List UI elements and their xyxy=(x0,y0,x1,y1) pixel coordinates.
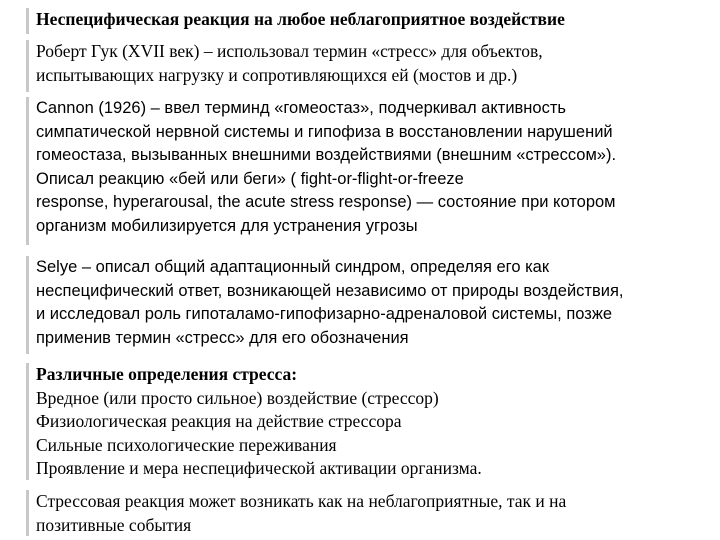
hooke-paragraph xyxy=(26,40,712,92)
cannon-line: Описал реакцию «бей или беги» ( fight-or-flight-or-freeze xyxy=(36,169,464,188)
slide-heading: Неспецифическая реакция на любое неблагоприятное воздействие xyxy=(36,9,565,29)
hooke-line: Роберт Гук (XVII век) – использовал термин «стресс» для объектов, xyxy=(36,41,543,61)
cannon-line: response, hyperarousal, the acute stress response) — состояние при котором xyxy=(36,193,616,212)
heading-block xyxy=(26,8,712,34)
definition-item: Сильные психологические переживания xyxy=(36,434,337,455)
cannon-line: Cannon (1926) – ввел терминд «гомеостаз», подчеркивал активность xyxy=(36,99,566,117)
conclusion-paragraph xyxy=(26,490,712,536)
definition-item: Вредное (или просто сильное) воздействие (стрессор) xyxy=(36,387,439,408)
conclusion-line: позитивные события xyxy=(36,514,192,535)
definitions-block xyxy=(26,363,712,480)
definition-item: Проявление и мера неспецифической активации организма. xyxy=(36,458,482,479)
definitions-title: Различные определения стресса: xyxy=(36,364,298,384)
selye-line: неспецифический ответ, возникающей независимо от природы воздействия, xyxy=(36,281,624,300)
cannon-line: гомеостаза, вызыванных внешними воздействиями (внешним «стрессом»). xyxy=(36,146,617,165)
selye-line: применив термин «стресс» для его обозначения xyxy=(36,328,409,347)
selye-line: и исследовал роль гипоталамо-гипофизарно-адреналовой системы, позже xyxy=(36,305,613,324)
selye-line: Selye – описал общий адаптационный синдром, определяя его как xyxy=(36,258,550,276)
conclusion-line: Стрессовая реакция может возникать как на неблагоприятные, так и на xyxy=(36,491,567,511)
cannon-line: симпатической нервной системы и гипофиза в восстановлении нарушений xyxy=(36,122,613,141)
cannon-paragraph xyxy=(26,97,712,245)
selye-paragraph xyxy=(26,256,712,354)
cannon-line: организм мобилизируется для устранения угрозы xyxy=(36,216,418,235)
definition-item: Физиологическая реакция на действие стрессора xyxy=(36,411,402,432)
hooke-line: испытывающих нагрузку и сопротивляющихся ей (мостов и др.) xyxy=(36,64,518,85)
